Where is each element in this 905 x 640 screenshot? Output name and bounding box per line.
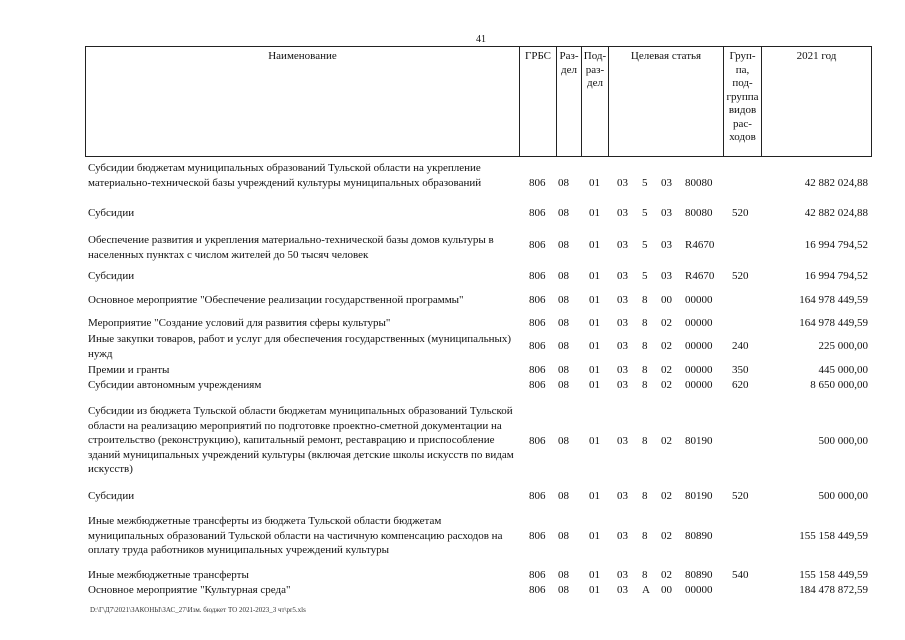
- cell-cs2: 8: [642, 530, 648, 542]
- row-codes: [88, 176, 870, 190]
- row-name: Субсидии автономным учреждениям: [88, 379, 262, 391]
- cell-grbs: 806: [529, 569, 546, 581]
- cell-sum: 155 158 449,59: [799, 530, 868, 542]
- row-name: Субсидии: [88, 490, 135, 502]
- cell-podrazdel: 01: [589, 569, 600, 581]
- cell-cs2: 8: [642, 435, 648, 447]
- cell-cs1: 03: [617, 177, 628, 189]
- cell-cs3: 00: [661, 294, 672, 306]
- cell-group: 620: [732, 379, 749, 391]
- cell-cs4: R4670: [685, 270, 715, 282]
- cell-cs4: 80080: [685, 177, 713, 189]
- header-gruppa-line: группа: [726, 90, 759, 103]
- cell-razdel: 08: [558, 317, 569, 329]
- header-celevaya-text: Целевая статья: [630, 50, 702, 62]
- cell-cs4: 00000: [685, 294, 713, 306]
- cell-razdel: 08: [558, 294, 569, 306]
- cell-razdel: 08: [558, 340, 569, 352]
- row-codes: [88, 568, 870, 582]
- row-name: Иные межбюджетные трансферты: [88, 569, 249, 581]
- header-podrazdel-line: раз-: [585, 63, 605, 76]
- cell-cs4: 00000: [685, 340, 713, 352]
- cell-sum: 16 994 794,52: [804, 239, 868, 251]
- cell-sum: 42 882 024,88: [804, 207, 868, 219]
- cell-cs4: R4670: [685, 239, 715, 251]
- cell-cs1: 03: [617, 379, 628, 391]
- cell-cs4: 80890: [685, 569, 713, 581]
- cell-razdel: 08: [558, 177, 569, 189]
- cell-grbs: 806: [529, 490, 546, 502]
- cell-cs1: 03: [617, 435, 628, 447]
- header-name: [86, 47, 520, 156]
- cell-sum: 155 158 449,59: [799, 569, 868, 581]
- cell-cs2: А: [642, 584, 650, 596]
- cell-cs4: 00000: [685, 584, 713, 596]
- cell-group: 240: [732, 340, 749, 352]
- header-razdel-line: Раз-: [559, 50, 579, 62]
- cell-cs1: 03: [617, 317, 628, 329]
- cell-sum: 500 000,00: [818, 490, 868, 502]
- cell-grbs: 806: [529, 435, 546, 447]
- header-grbs: [520, 47, 557, 156]
- cell-sum: 16 994 794,52: [804, 270, 868, 282]
- cell-grbs: 806: [529, 340, 546, 352]
- header-year-text: 2021 год: [796, 50, 837, 62]
- cell-cs1: 03: [617, 364, 628, 376]
- header-year: [762, 47, 871, 156]
- cell-cs2: 8: [642, 569, 648, 581]
- cell-cs2: 8: [642, 294, 648, 306]
- cell-podrazdel: 01: [589, 364, 600, 376]
- cell-razdel: 08: [558, 584, 569, 596]
- cell-cs1: 03: [617, 340, 628, 352]
- cell-cs4: 00000: [685, 364, 713, 376]
- row-name: Субсидии: [88, 270, 135, 282]
- header-gruppa-line: Груп-: [729, 50, 756, 62]
- header-gruppa-line: ходов: [729, 131, 756, 143]
- row-name: Основное мероприятие "Обеспечение реализации государственной программы": [88, 294, 464, 306]
- cell-podrazdel: 01: [589, 340, 600, 352]
- row-codes: [88, 529, 870, 543]
- cell-cs3: 02: [661, 490, 672, 502]
- cell-podrazdel: 01: [589, 270, 600, 282]
- cell-group: 350: [732, 364, 749, 376]
- row-name: Основное мероприятие "Культурная среда": [88, 584, 291, 596]
- row-codes: [88, 363, 870, 377]
- cell-group: 520: [732, 490, 749, 502]
- header-name-text: Наименование: [268, 50, 337, 62]
- cell-razdel: 08: [558, 490, 569, 502]
- header-gruppa: [724, 47, 762, 156]
- row-codes: [88, 269, 870, 283]
- row-codes: [88, 238, 870, 252]
- cell-group: 520: [732, 207, 749, 219]
- header-razdel-line: дел: [561, 63, 577, 76]
- cell-razdel: 08: [558, 569, 569, 581]
- cell-podrazdel: 01: [589, 379, 600, 391]
- cell-cs1: 03: [617, 270, 628, 282]
- cell-cs1: 03: [617, 569, 628, 581]
- cell-cs2: 8: [642, 379, 648, 391]
- cell-cs4: 00000: [685, 379, 713, 391]
- cell-grbs: 806: [529, 294, 546, 306]
- cell-grbs: 806: [529, 317, 546, 329]
- cell-cs2: 8: [642, 490, 648, 502]
- cell-sum: 184 478 872,59: [799, 584, 868, 596]
- row-codes: [88, 489, 870, 503]
- cell-cs4: 80190: [685, 435, 713, 447]
- row-codes: [88, 206, 870, 220]
- cell-cs3: 02: [661, 364, 672, 376]
- cell-cs3: 02: [661, 379, 672, 391]
- cell-grbs: 806: [529, 379, 546, 391]
- cell-cs1: 03: [617, 207, 628, 219]
- cell-razdel: 08: [558, 379, 569, 391]
- row-codes: [88, 583, 870, 597]
- cell-razdel: 08: [558, 239, 569, 251]
- file-path-footer: D:\Г\Д7\2021\ЗАКОНЫ\ЗАС_27\Изм. бюджет ТО 2021-2023_3 чт\pr5.xls: [90, 606, 306, 614]
- cell-cs1: 03: [617, 530, 628, 542]
- cell-sum: 225 000,00: [818, 340, 868, 352]
- cell-grbs: 806: [529, 239, 546, 251]
- cell-cs3: 02: [661, 340, 672, 352]
- cell-group: 520: [732, 270, 749, 282]
- cell-cs2: 8: [642, 340, 648, 352]
- cell-grbs: 806: [529, 177, 546, 189]
- cell-cs3: 03: [661, 177, 672, 189]
- header-podrazdel: [582, 47, 609, 156]
- cell-cs4: 80190: [685, 490, 713, 502]
- cell-cs4: 00000: [685, 317, 713, 329]
- cell-grbs: 806: [529, 584, 546, 596]
- header-gruppa-line: па,: [735, 63, 750, 76]
- cell-podrazdel: 01: [589, 239, 600, 251]
- row-name: Мероприятие "Создание условий для развития сферы культуры": [88, 317, 391, 329]
- row-name: Обеспечение развития и укрепления материально-технической базы домов культуры в населенных пунктах с числом жителей до 50 тысяч человек: [88, 234, 494, 261]
- row-codes: [88, 339, 870, 353]
- cell-cs2: 8: [642, 364, 648, 376]
- cell-group: 540: [732, 569, 749, 581]
- row-codes: [88, 293, 870, 307]
- row-name: Субсидии из бюджета Тульской области бюджетам муниципальных образований Тульской области на реализацию мероприятий по подготовке проектно-сметной документации на строительство (реконструкцию), капитальный ремонт, реставрацию и приспособление зданий муниципальных учреждений культуры (включая детские школы искусств по видам искусств): [88, 405, 514, 476]
- cell-cs3: 02: [661, 317, 672, 329]
- header-razdel: [557, 47, 582, 156]
- header-podrazdel-line: дел: [587, 77, 603, 89]
- header-grbs-text: ГРБС: [524, 50, 552, 62]
- page-number: 41: [476, 34, 486, 45]
- row-name: Иные закупки товаров, работ и услуг для обеспечения государственных (муниципальных) нужд: [88, 333, 512, 360]
- cell-sum: 8 650 000,00: [810, 379, 868, 391]
- cell-razdel: 08: [558, 207, 569, 219]
- cell-cs1: 03: [617, 239, 628, 251]
- header-gruppa-line: под-: [732, 77, 753, 89]
- cell-sum: 500 000,00: [818, 435, 868, 447]
- cell-sum: 164 978 449,59: [799, 294, 868, 306]
- cell-podrazdel: 01: [589, 490, 600, 502]
- cell-cs3: 03: [661, 207, 672, 219]
- cell-cs4: 80080: [685, 207, 713, 219]
- cell-razdel: 08: [558, 364, 569, 376]
- cell-cs3: 02: [661, 435, 672, 447]
- cell-cs2: 5: [642, 239, 648, 251]
- cell-podrazdel: 01: [589, 317, 600, 329]
- cell-podrazdel: 01: [589, 530, 600, 542]
- row-codes: [88, 378, 870, 392]
- header-celevaya: [609, 47, 724, 156]
- header-podrazdel-line: Под-: [583, 50, 607, 62]
- header-gruppa-line: рас-: [733, 117, 752, 130]
- row-name: Субсидии: [88, 207, 135, 219]
- cell-podrazdel: 01: [589, 207, 600, 219]
- cell-sum: 42 882 024,88: [804, 177, 868, 189]
- cell-cs2: 5: [642, 177, 648, 189]
- cell-sum: 445 000,00: [818, 364, 868, 376]
- cell-grbs: 806: [529, 270, 546, 282]
- cell-cs2: 5: [642, 207, 648, 219]
- cell-cs2: 8: [642, 317, 648, 329]
- cell-cs1: 03: [617, 490, 628, 502]
- cell-razdel: 08: [558, 270, 569, 282]
- cell-razdel: 08: [558, 530, 569, 542]
- cell-cs1: 03: [617, 294, 628, 306]
- cell-razdel: 08: [558, 435, 569, 447]
- row-name: Субсидии бюджетам муниципальных образований Тульской области на укрепление материально-технической базы учреждений культуры муниципальных образований: [88, 162, 482, 189]
- cell-sum: 164 978 449,59: [799, 317, 868, 329]
- cell-grbs: 806: [529, 207, 546, 219]
- cell-podrazdel: 01: [589, 584, 600, 596]
- row-codes: [88, 316, 870, 330]
- cell-cs3: 00: [661, 584, 672, 596]
- cell-podrazdel: 01: [589, 294, 600, 306]
- cell-cs1: 03: [617, 584, 628, 596]
- cell-grbs: 806: [529, 364, 546, 376]
- row-name: Премии и гранты: [88, 364, 170, 376]
- cell-grbs: 806: [529, 530, 546, 542]
- cell-cs3: 03: [661, 270, 672, 282]
- table-header: [85, 46, 872, 157]
- row-name: Иные межбюджетные трансферты из бюджета Тульской области бюджетам муниципальных образований Тульской области на частичную компенсацию расходов на оплату труда работников муниципальных учреждений культуры: [88, 515, 503, 557]
- cell-cs4: 80890: [685, 530, 713, 542]
- cell-cs3: 02: [661, 530, 672, 542]
- cell-cs2: 5: [642, 270, 648, 282]
- cell-podrazdel: 01: [589, 177, 600, 189]
- row-codes: [88, 434, 870, 448]
- cell-cs3: 03: [661, 239, 672, 251]
- cell-podrazdel: 01: [589, 435, 600, 447]
- cell-cs3: 02: [661, 569, 672, 581]
- header-gruppa-line: видов: [728, 104, 757, 116]
